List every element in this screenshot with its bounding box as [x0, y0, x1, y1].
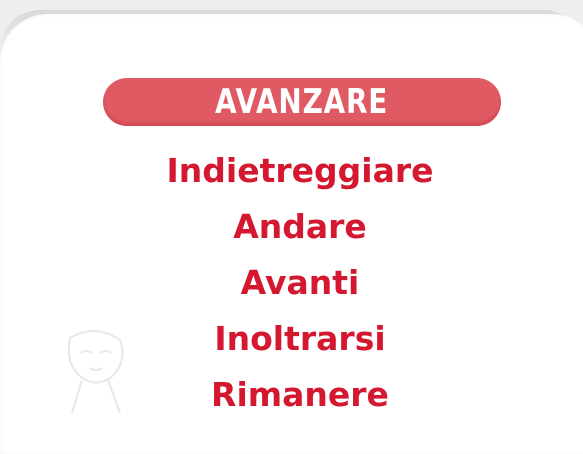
word-option[interactable]: Inoltrarsi [214, 319, 386, 358]
card-title: AVANZARE [215, 82, 389, 122]
word-option[interactable]: Indietreggiare [166, 151, 434, 190]
word-option[interactable]: Avanti [240, 263, 360, 302]
title-banner [103, 78, 501, 126]
faint-sketch-watermark [50, 318, 140, 418]
word-option[interactable]: Rimanere [211, 375, 389, 414]
word-option[interactable]: Andare [233, 207, 367, 246]
